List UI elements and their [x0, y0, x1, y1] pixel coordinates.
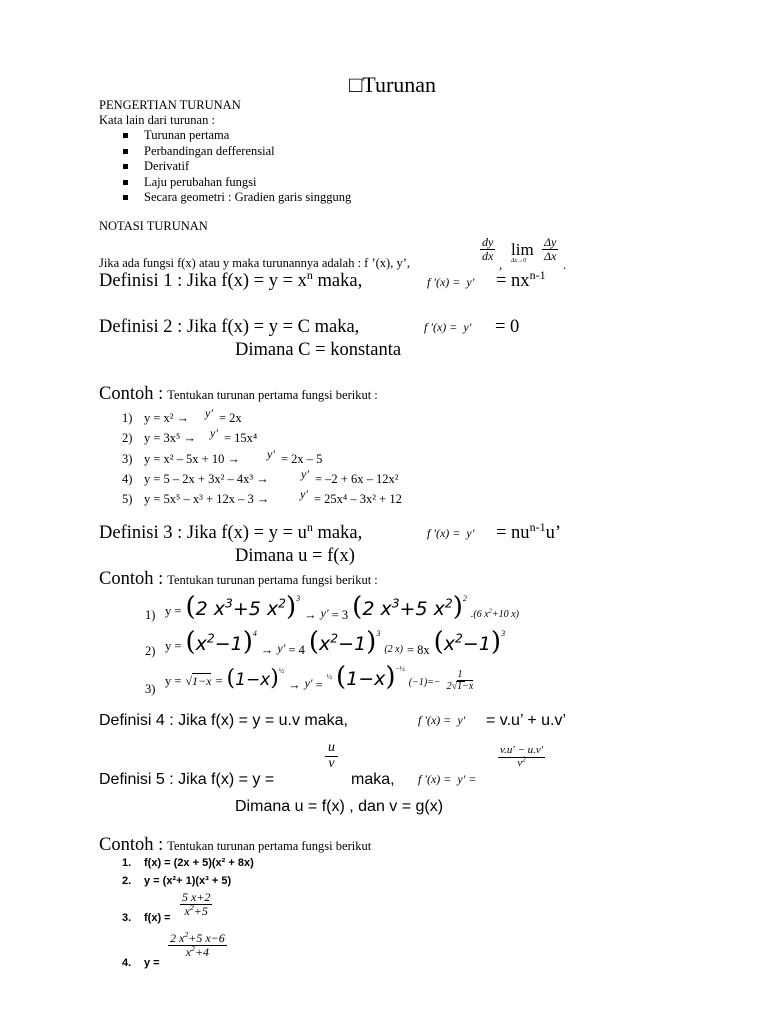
example-2-heading: Contoh : Tentukan turunan pertama fungsi berikut : [99, 569, 378, 589]
bullet-icon [123, 133, 128, 138]
comma: , [499, 258, 503, 272]
example-number: 3) [122, 452, 133, 466]
example-number: 1) [122, 411, 133, 425]
definition-2-note: Dimana C = konstanta [235, 340, 402, 360]
example-number: 1) [145, 608, 156, 622]
limit-notation: lim Δx→0 [511, 240, 534, 264]
example-number: 1. [122, 857, 132, 869]
fprime-notation: f ′(x) = y′ = [418, 772, 477, 786]
example-expression: y = 5 – 2x + 3x² – 4x³ → [144, 472, 269, 486]
definition-5-after: maka, [351, 771, 395, 788]
dy-dx-notation: $\frac{dy}{dx}$ [482, 235, 494, 263]
delta-y-delta-x: $\frac{\Delta y}{\Delta x}$ [544, 235, 557, 263]
period: . [563, 258, 567, 272]
fprime-notation: f ′(x) = y′ [427, 526, 475, 540]
example-1-heading: Contoh : Tentukan turunan pertama fungsi berikut : [99, 384, 378, 404]
definition-1: Definisi 1 : Jika $f(x) = y = x^n$ maka, [99, 267, 363, 291]
example-result: = 2x – 5 [281, 452, 323, 466]
definition-1-result: = $nx^{n-1}$ [496, 267, 546, 291]
list-item: Derivatif [144, 159, 190, 173]
y-prime: y′ [300, 487, 308, 501]
y-prime: y′ [205, 406, 213, 420]
quotient-rule-fraction: $\frac{v.u' - u.v'}{v^2}$ [500, 744, 544, 769]
fprime-notation: f ′(x) = y′ [418, 713, 466, 727]
definition-5-note: Dimana u = f(x) , dan v = g(x) [235, 798, 444, 815]
fraction-example-4: $\frac{2 x^2+5 x-6}{x^2+4}$ [170, 930, 225, 959]
section-heading-pengertian: PENGERTIAN TURUNAN [99, 98, 241, 112]
bullet-icon [123, 164, 128, 169]
list-item: Turunan pertama [144, 128, 230, 142]
y-prime: y′ [267, 447, 275, 461]
y-prime: y′ [301, 467, 309, 481]
definition-5: Definisi 5 : Jika f(x) = y = [99, 771, 275, 788]
y-prime: y′ [210, 426, 218, 440]
chain-rule-example-1: y = (2 $x^3+5$ $x^2)^3$ $_\to$ y′ $_=$ $_3$ (2 $x^3+5$ $x^2)^2$ .(6 $x^2+10$ x) [165, 592, 519, 622]
bullet-icon [123, 195, 128, 200]
fprime-notation: f ′(x) = y′ [427, 275, 475, 289]
page-title: □Turunan [349, 72, 437, 97]
fprime-notation: f ′(x) = y′ [424, 320, 472, 334]
definition-4: Definisi 4 : Jika f(x) = y = u.v maka, [99, 712, 348, 729]
example-result: = 2x [219, 411, 242, 425]
example-number: 4. [122, 957, 132, 969]
example-result: = –2 + 6x – 12x² [315, 472, 399, 486]
bullet-icon [123, 180, 128, 185]
example-number: 5) [122, 492, 133, 506]
example-expression: f(x) = [144, 912, 171, 924]
example-result: = 15x⁴ [224, 431, 258, 445]
section-heading-notasi: NOTASI TURUNAN [99, 219, 208, 233]
example-result: = 25x⁴ – 3x² + 12 [314, 492, 402, 506]
definition-4-result: = v.u’ + u.v’ [486, 712, 567, 729]
example-expression: f(x) = (2x + 5)(x² + 8x) [144, 857, 254, 869]
example-number: 3) [145, 682, 156, 696]
example-expression: y = (x²+ 1)(x³ + 5) [144, 875, 232, 887]
definition-3-note: Dimana u = f(x) [235, 546, 355, 566]
example-3-heading: Contoh : Tentukan turunan pertama fungsi berikut [99, 835, 372, 855]
example-number: 2. [122, 875, 132, 887]
chain-rule-example-2: $y = (x^2-1)^4$ $_\to$ y′ $_{= 4}$ $(x^2-1)^3$ (2 x) $_{= 8x}$ $(x^2-1)^3$ [165, 627, 506, 657]
list-item: Secara geometri : Gradien garis singgung [144, 190, 352, 204]
list-item: Perbandingan defferensial [144, 144, 275, 158]
example-expression: y = x² – 5x + 10 → [144, 452, 240, 466]
notation-sentence: Jika ada fungsi f(x) atau y maka turunannya adalah : f ’(x), y’, [99, 256, 410, 270]
section-intro: Kata lain dari turunan : [99, 113, 215, 127]
bullet-icon [123, 149, 128, 154]
example-number: 2) [145, 644, 156, 658]
definition-3: Definisi 3 : Jika $f(x) = y = u^n$ maka, [99, 519, 363, 543]
fraction-example-3: $\frac{5 x+2}{x^2+5}$ [182, 890, 211, 918]
example-number: 4) [122, 472, 133, 486]
chain-rule-example-3: $y = √1-x = (1-x)^{\frac{1}{2}}$ $_\to$ y′ $_=$ $^{\frac{1}{2}}$ $(1-x)^{-\frac{1}{2}}$ (−1)=− $\frac{1}{2√1-x}$ [165, 662, 474, 692]
example-number: 2) [122, 431, 133, 445]
example-number: 3. [122, 912, 132, 924]
list-item: Laju perubahan fungsi [144, 175, 257, 189]
example-expression: y = [144, 957, 160, 969]
definition-2-result: = 0 [495, 317, 520, 337]
example-expression: y = x² → [144, 411, 190, 425]
definition-3-result: = $nu^{n-1}u$’ [496, 519, 562, 543]
u-over-v: $\frac{u}{v}$ [325, 741, 338, 771]
example-expression: y = 3x⁵ → [144, 431, 197, 445]
definition-2: Definisi 2 : Jika f(x) = y = C maka, [99, 317, 360, 337]
example-expression: y = 5x⁵ – x³ + 12x – 3 → [144, 492, 270, 506]
